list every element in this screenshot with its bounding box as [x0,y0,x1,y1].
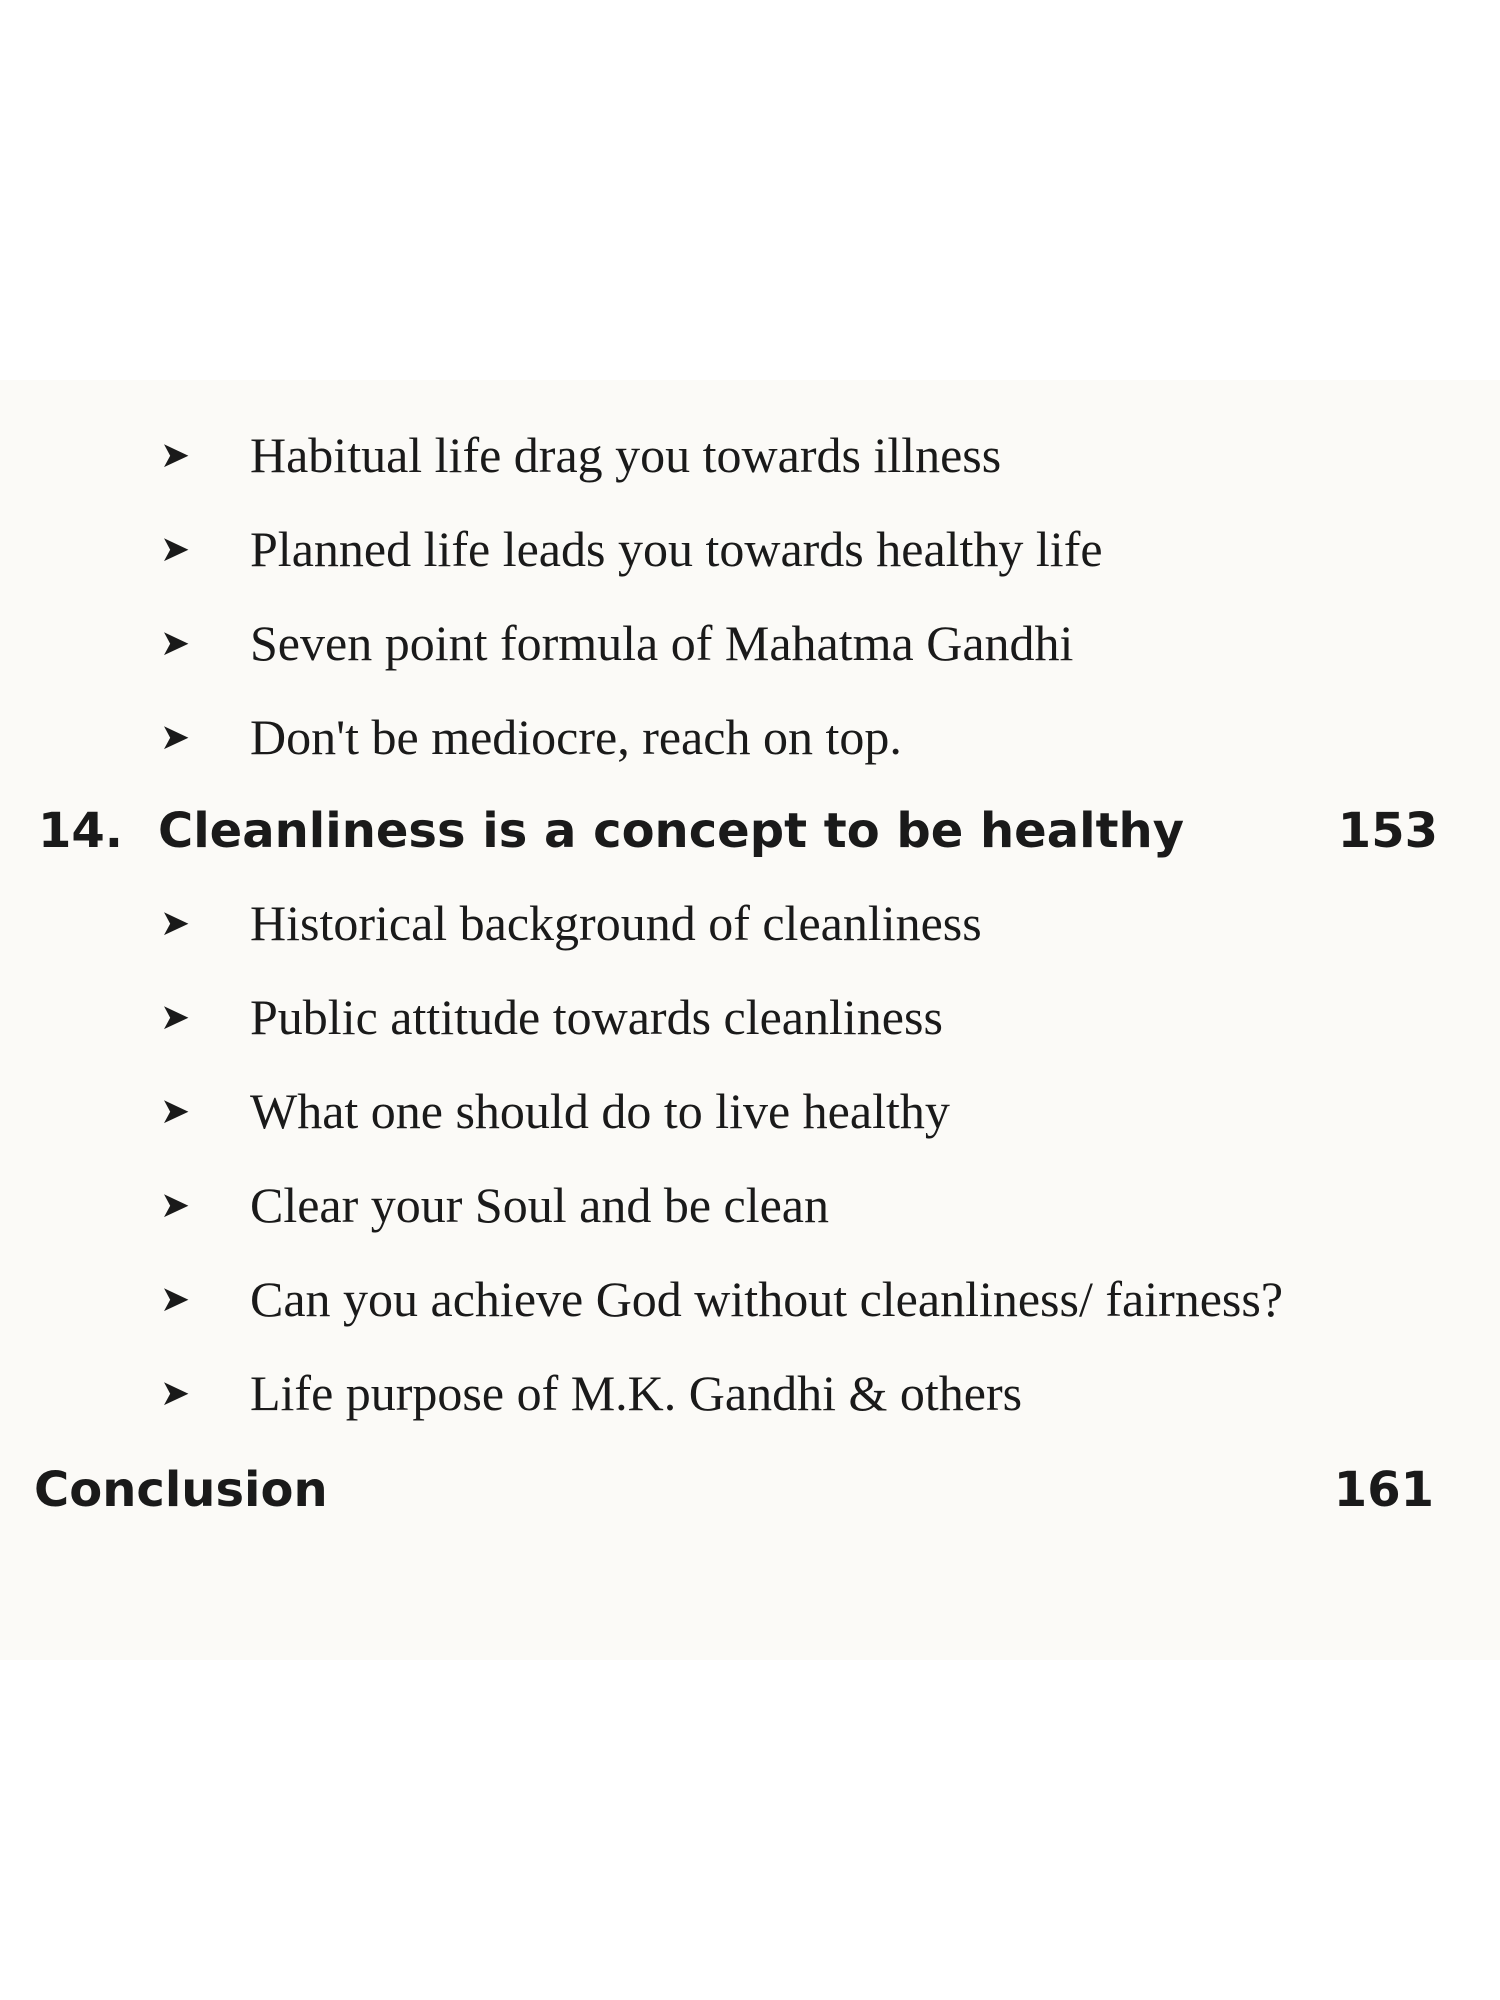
toc-subentry-text: Seven point formula of Mahatma Gandhi [250,615,1074,671]
chapter-number: 14. [38,803,124,859]
toc-subentry-text: Planned life leads you towards healthy life [250,521,1103,577]
arrowhead-bullet-icon: ➤ [160,717,191,757]
conclusion-title: Conclusion [34,1462,328,1518]
arrowhead-bullet-icon: ➤ [160,1185,191,1225]
toc-subentry [160,1358,1022,1428]
toc-subentry-text: Clear your Soul and be clean [250,1177,829,1233]
toc-conclusion [34,1450,1434,1530]
toc-subentry-text: What one should do to live healthy [250,1083,950,1139]
toc-subentry-text: Life purpose of M.K. Gandhi & others [250,1365,1023,1421]
toc-subentry [160,608,1073,678]
toc-subentry-text: Don't be mediocre, reach on top. [250,709,902,765]
toc-chapter-14 [38,791,1438,871]
arrowhead-bullet-icon: ➤ [160,903,191,943]
arrowhead-bullet-icon: ➤ [160,1091,191,1131]
arrowhead-bullet-icon: ➤ [160,1373,191,1413]
toc-subentry-text: Can you achieve God without cleanliness/ fairness? [250,1271,1284,1327]
conclusion-page-number: 161 [1333,1462,1434,1518]
toc-subentry [160,514,1103,584]
chapter-page-number: 153 [1337,803,1438,859]
arrowhead-bullet-icon: ➤ [160,997,191,1037]
chapter-title: Cleanliness is a concept to be healthy [158,803,1184,859]
toc-subentry [160,982,943,1052]
toc-subentry [160,420,1001,490]
toc-subentry-text: Public attitude towards cleanliness [250,989,943,1045]
toc-subentry-text: Habitual life drag you towards illness [250,427,1002,483]
toc-subentry [160,1170,829,1240]
toc-subentry [160,1076,950,1146]
arrowhead-bullet-icon: ➤ [160,623,191,663]
toc-subentry-text: Historical background of cleanliness [250,895,982,951]
arrowhead-bullet-icon: ➤ [160,1279,191,1319]
arrowhead-bullet-icon: ➤ [160,529,191,569]
toc-subentry [160,888,982,958]
book-page [0,380,1500,1660]
toc-subentry [160,702,902,772]
arrowhead-bullet-icon: ➤ [160,435,191,475]
toc-subentry [160,1264,1283,1334]
